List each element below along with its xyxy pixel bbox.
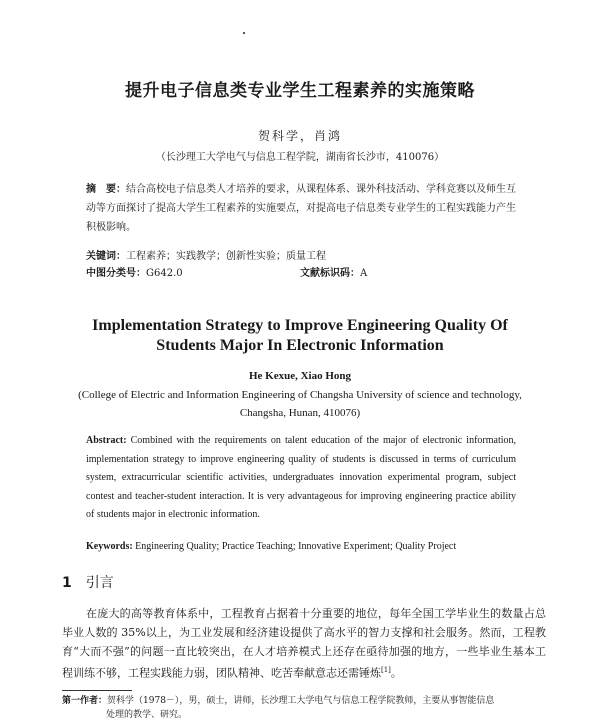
section-title: 引言 xyxy=(85,575,114,591)
english-abstract-label: Abstract: xyxy=(86,435,127,446)
english-affiliation-line-2: Changsha, Hunan, 410076) xyxy=(239,407,361,419)
footnote-text-1: 贺科学（1978－），男，硕士，讲师，长沙理工大学电气与信息工程学院教师，主要从事智能信息 xyxy=(107,696,495,706)
english-keywords-text: Engineering Quality; Practice Teaching; Innovative Experiment; Quality Project xyxy=(135,541,457,552)
chinese-keywords-text: 工程素养；实践教学；创新性实验；质量工程 xyxy=(126,251,326,262)
intro-paragraph xyxy=(62,604,546,683)
chinese-abstract-label: 摘 要： xyxy=(86,184,126,195)
english-abstract-text: Combined with the requirements on talent education of the major of electronic information, implementation strategy to improve engineering quality of students is discussed in terms of curriculum system, extracurricular scientific activities, undergraduates innovation experimental program, subject contest and teacher-student interaction. It is very advantageous for improving engineering practice ability of students major in electronic information. xyxy=(86,435,517,520)
document-code-value: A xyxy=(360,268,368,279)
english-title-line-2: Students Major In Electronic Information xyxy=(156,337,444,354)
english-authors: He Kexue, Xiao Hong xyxy=(248,370,352,382)
classification-number xyxy=(86,264,183,279)
classification-value: G642.0 xyxy=(146,268,183,279)
english-affiliation-line-1: (College of Electric and Information Engineering of Changsha University of science and technology, xyxy=(78,389,522,401)
section-number: 1 xyxy=(62,575,72,591)
english-keywords xyxy=(86,541,456,552)
chinese-abstract xyxy=(86,180,516,237)
document-code-label: 文献标识码： xyxy=(300,268,360,279)
document-code xyxy=(300,264,367,279)
intro-text: 在庞大的高等教育体系中，工程教育占据着十分重要的地位，每年全国工学毕业生的数量占总毕业人数的 35%以上，为工业发展和经济建设提供了高水平的智力支撑和社会服务。然而，工程教育“大而不强”的问题一直比较突出，在人才培养模式上还存在亟待加强的地方，一些毕业生基本工程训练不够，工程实践能力弱，团队精神、吃苦奉献意志还需锤炼 xyxy=(62,607,546,680)
footnote-line-2: 处理的教学、研究。 xyxy=(106,710,188,720)
footnote-label: 第一作者： xyxy=(62,696,108,706)
english-keywords-label: Keywords: xyxy=(86,541,133,552)
footnote-rule xyxy=(62,690,132,691)
chinese-affiliation: （长沙理工大学电气与信息工程学院，湖南省长沙市，410076） xyxy=(155,152,445,163)
english-title-line-1: Implementation Strategy to Improve Engineering Quality Of xyxy=(92,317,508,334)
chinese-title: 提升电子信息类专业学生工程素养的实施策略 xyxy=(125,81,475,101)
english-abstract xyxy=(86,432,516,525)
english-affiliation xyxy=(0,386,600,422)
chinese-keywords xyxy=(86,247,326,262)
chinese-keywords-label: 关键词： xyxy=(86,251,126,262)
intro-text-end: 。 xyxy=(390,666,402,680)
citation-ref[interactable]: [1] xyxy=(381,666,391,674)
chinese-authors: 贺科学，肖鸿 xyxy=(257,129,342,143)
english-title xyxy=(0,316,600,356)
chinese-abstract-text: 结合高校电子信息类人才培养的要求，从课程体系、课外科技活动、学科竞赛以及师生互动等方面探讨了提高大学生工程素养的实施要点，对提高电子信息类专业学生的工程实践能力产生积极影响。 xyxy=(86,184,516,233)
footnote-line-1 xyxy=(62,694,546,708)
footnote xyxy=(62,694,546,722)
section-heading xyxy=(62,572,114,592)
page-mark xyxy=(243,32,245,34)
classification-label: 中图分类号： xyxy=(86,268,146,279)
